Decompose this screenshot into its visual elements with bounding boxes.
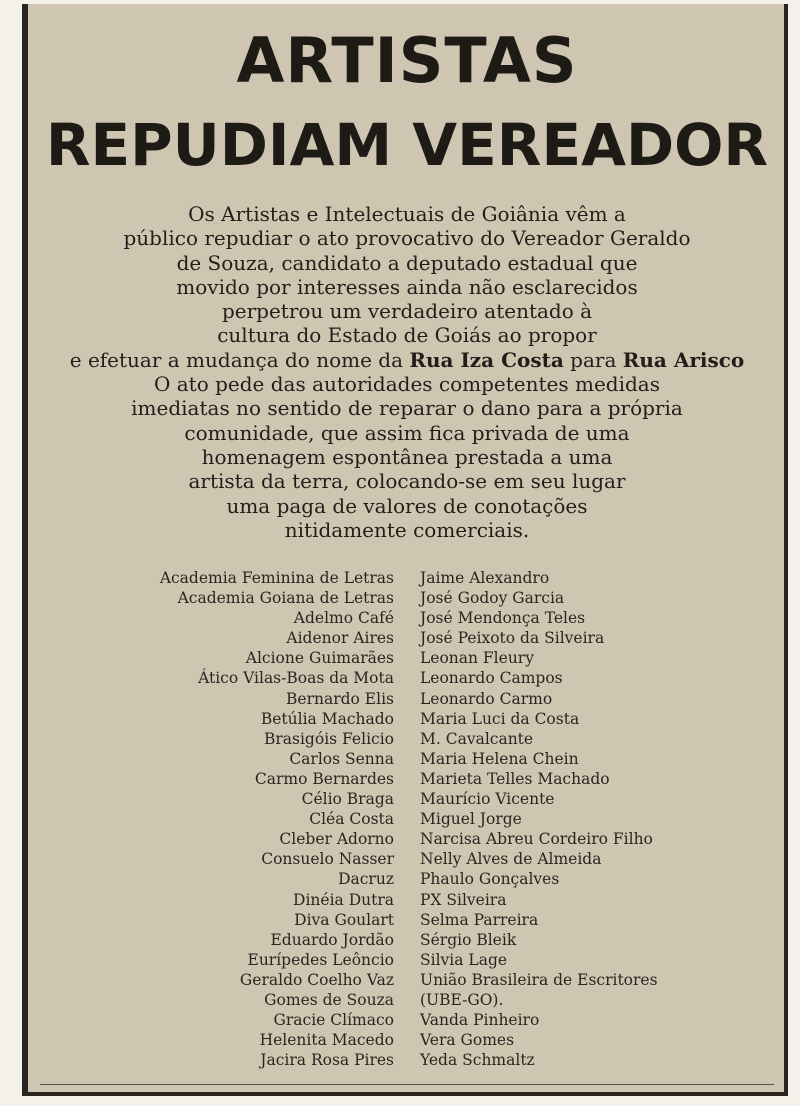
signatory-name: Maria Luci da Costa xyxy=(420,709,580,728)
body-line: nitidamente comerciais. xyxy=(284,517,530,542)
signatory-name: Maria Helena Chein xyxy=(420,749,579,768)
signatory-name: Dinéia Dutra xyxy=(293,890,394,909)
newspaper-clipping xyxy=(22,4,788,1096)
signatory-name: Eurípedes Leôncio xyxy=(247,950,394,969)
signatory-name: Betúlia Machado xyxy=(260,709,394,728)
signatory-name: M. Cavalcante xyxy=(420,729,534,748)
signatory-name: Academia Feminina de Letras xyxy=(159,569,394,587)
body-line: perpetrou um verdadeiro atentado à xyxy=(221,299,593,324)
signatory-name: Jacira Rosa Pires xyxy=(260,1051,394,1070)
signatory-name: Vanda Pinheiro xyxy=(420,1011,540,1030)
signatory-name: Eduardo Jordão xyxy=(270,930,394,949)
signatory-name: Célio Braga xyxy=(301,790,394,809)
signatory-name: Miguel Jorge xyxy=(420,810,522,829)
signatory-name: Helenita Macedo xyxy=(259,1031,394,1050)
signatory-name: Leonardo Campos xyxy=(420,669,563,688)
signatory-name: Diva Goulart xyxy=(294,910,394,929)
signatory-name: Academia Goiana de Letras xyxy=(177,589,394,608)
signatory-name: Maurício Vicente xyxy=(420,790,555,809)
signatory-name: Geraldo Coelho Vaz xyxy=(239,970,394,989)
signatory-name: Leonardo Carmo xyxy=(420,689,553,708)
body-line: público repudiar o ato provocativo do Vereador Geraldo xyxy=(123,226,691,251)
signatory-name: Nelly Alves de Almeida xyxy=(420,850,602,869)
signatories-right-column xyxy=(420,568,658,1070)
body-line: artista da terra, colocando-se em seu lugar xyxy=(188,469,626,494)
signatory-name: Carmo Bernardes xyxy=(254,769,394,788)
signatory-name: Vera Gomes xyxy=(420,1031,515,1050)
body-line: uma paga de valores de conotações xyxy=(226,493,588,518)
signatory-name: Aidenor Aires xyxy=(286,629,394,648)
signatories-left-column xyxy=(160,568,394,1070)
body-line xyxy=(40,348,774,372)
signatory-name: Cléa Costa xyxy=(309,810,394,829)
signatory-name: Sérgio Bleik xyxy=(420,930,517,949)
signatory-name: Narcisa Abreu Cordeiro Filho xyxy=(420,830,653,849)
signatory-name: Marieta Telles Machado xyxy=(420,769,610,788)
body-line: Os Artistas e Intelectuais de Goiânia vêm a xyxy=(188,202,626,226)
signatory-name: Brasigóis Felicio xyxy=(263,729,394,748)
signatory-name: José Godoy Garcia xyxy=(420,589,565,608)
signatory-name: Carlos Senna xyxy=(289,749,394,768)
signatory-name: PX Silveira xyxy=(420,890,507,909)
signatory-name: Adelmo Café xyxy=(293,609,394,628)
body-line: de Souza, candidato a deputado estadual que xyxy=(176,250,638,275)
body-line: homenagem espontânea prestada a uma xyxy=(201,444,613,469)
body-text-span: e efetuar a mudança do nome da xyxy=(69,347,410,372)
signatory-name: Cleber Adorno xyxy=(279,830,394,849)
signatory-name: Dacruz xyxy=(338,870,394,889)
signatory-name: Yeda Schmaltz xyxy=(420,1051,535,1070)
street-old-name: Rua Iza Costa xyxy=(409,347,564,372)
manifesto-body xyxy=(40,202,774,542)
body-line: imediatas no sentido de reparar o dano para a própria xyxy=(131,396,683,421)
signatory-name: José Mendonça Teles xyxy=(420,609,586,628)
signatory-name: União Brasileira de Escritores xyxy=(420,970,658,989)
signatory-name: Leonan Fleury xyxy=(420,649,534,668)
signatory-name: Ático Vilas-Boas da Mota xyxy=(198,669,394,688)
signatory-name: Consuelo Nasser xyxy=(261,850,394,869)
signatory-name: Alcione Guimarães xyxy=(245,649,394,668)
body-line: comunidade, que assim fica privada de uma xyxy=(184,420,630,445)
signatory-name: Bernardo Elis xyxy=(286,689,394,708)
signatory-name: Silvia Lage xyxy=(420,950,508,969)
signatory-name: Jaime Alexandro xyxy=(420,569,550,587)
signatory-name: Gomes de Souza xyxy=(264,990,394,1009)
street-new-name: Rua Arisco xyxy=(622,347,745,372)
body-line: O ato pede das autoridades competentes medidas xyxy=(153,372,660,397)
body-line: cultura do Estado de Goiás ao propor xyxy=(217,323,597,348)
signatory-name: (UBE-GO). xyxy=(420,990,504,1009)
clipping-content xyxy=(40,14,774,1085)
headline-line-1: ARTISTAS xyxy=(236,24,578,97)
headline-line-2: REPUDIAM VEREADOR xyxy=(45,111,769,179)
signatory-name: Phaulo Gonçalves xyxy=(420,870,560,889)
body-text-span: para xyxy=(563,347,623,372)
signatory-name: Gracie Clímaco xyxy=(273,1011,394,1030)
signatory-name: Selma Parreira xyxy=(420,910,539,929)
signatory-name: José Peixoto da Silveira xyxy=(420,629,605,648)
body-line: movido por interesses ainda não esclarecidos xyxy=(176,274,638,299)
